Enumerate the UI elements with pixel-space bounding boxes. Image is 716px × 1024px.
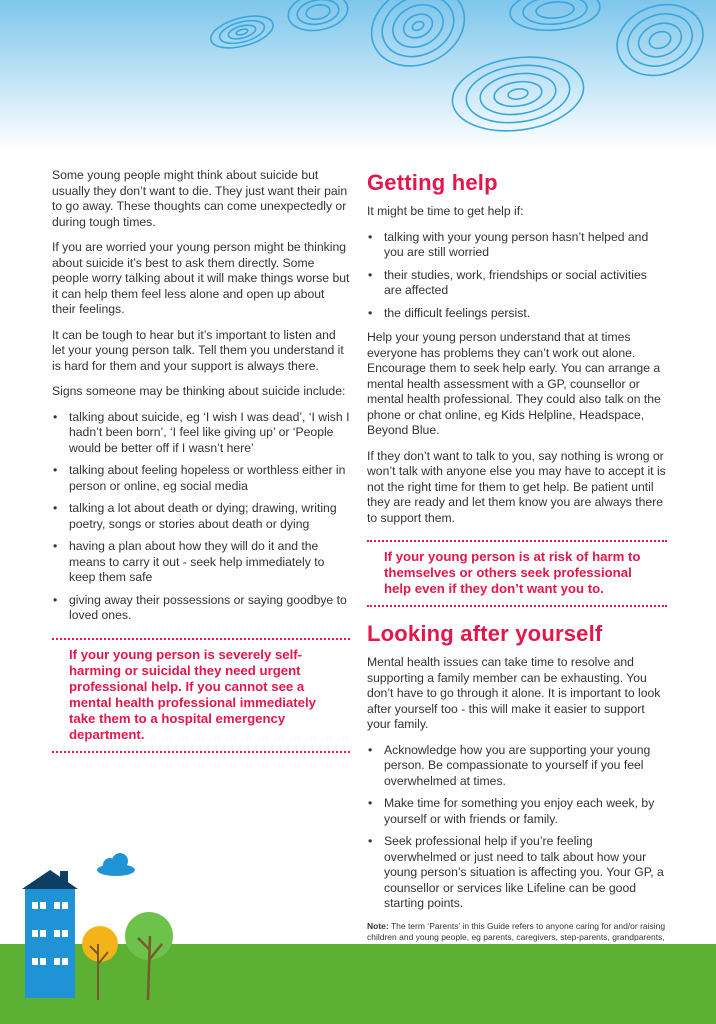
swirl-decoration (0, 0, 716, 150)
self-care-intro: Mental health issues can take time to resolve and supporting a family member can be exhausting. You don’t have to go through it alone. It is important to look after yourself too - this will make it easier to support your family. (367, 655, 661, 731)
list-item: • having a plan about how they will do it and the means to carry it out - seek help immediately to keep them safe (69, 539, 350, 586)
note-label: Note: (367, 920, 389, 931)
signs-lead-in: Signs someone may be thinking about suicide include: (52, 384, 346, 398)
note-text: The term ‘Parents’ in this Guide refers to anyone caring for and/or raising children and young people, eg parents, caregivers, step-parents, grandparents, (367, 920, 666, 942)
getting-help-paragraph: If they don’t want to talk to you, say nothing is wrong or won’t talk with anyone else you may have to accept it is not the right time for them to get help. Be patient until they are ready and let them know you are always there to support them. (367, 448, 666, 525)
list-item: • talking about suicide, eg ‘I wish I was dead’, ‘I wish I hadn’t been born’, ‘I feel like giving up’ or ‘People would be better off if I wasn’t here’ (69, 410, 350, 457)
getting-help-intro: It might be time to get help if: (367, 204, 524, 218)
getting-help-paragraph: Help your young person understand that at times everyone has problems they can’t work out alone. Encourage them to seek help early. You can arrange a mental health assessment with a GP, counsellor or mental health professional. They could also talk on the phone or chat online, eg Kids Helpline, Headspace, Beyond Blue. (367, 330, 661, 437)
self-care-heading: Looking after yourself (367, 621, 603, 646)
building-icon (22, 870, 78, 998)
risk-callout: If your young person is at risk of harm to themselves or others seek professional help even if they don’t want you to. (367, 540, 667, 607)
illustration (0, 840, 260, 1024)
intro-paragraph: If you are worried your young person might be thinking about suicide it’s best to ask them directly. Some people worry talking about it will make things worse but it can help them feel less alone and open up about their feelings. (52, 240, 350, 316)
list-item: • talking with your young person hasn’t helped and you are still worried (384, 230, 667, 261)
getting-help-heading: Getting help (367, 170, 498, 195)
tree-icon (125, 912, 173, 1000)
list-item: • Seek professional help if you’re feeling overwhelmed or just need to talk about how your young person’s situation is affecting you. Your GP, a counsellor or services like Lifeline can be good starting points. (384, 834, 667, 912)
list-item: • the difficult feelings persist. (384, 306, 667, 322)
self-care-list (367, 743, 667, 912)
list-item: • their studies, work, friendships or social activities are affected (384, 268, 667, 299)
list-item: • talking about feeling hopeless or worthless either in person or online, eg social media (69, 463, 350, 494)
cloud-icon (97, 853, 135, 876)
list-item: • Acknowledge how you are supporting your young person. Be compassionate to yourself if you feel overwhelmed at times. (384, 743, 667, 790)
getting-help-list (367, 230, 667, 322)
urgent-help-callout: If your young person is severely self-harming or suicidal they need urgent professional help. If you cannot see a mental health professional immediately take them to a hospital emergency department. (52, 638, 350, 753)
list-item: • giving away their possessions or saying goodbye to loved ones. (69, 593, 350, 624)
left-column (52, 168, 350, 767)
warning-signs-list (52, 410, 350, 624)
right-column (367, 168, 667, 955)
intro-paragraph: Some young people might think about suicide but usually they don’t want to die. They just want their pain to go away. These thoughts can come unexpectedly or during tough times. (52, 168, 348, 229)
intro-paragraph: It can be tough to hear but it’s important to listen and let your young person talk. Tell them you understand it is hard for them and your support is always there. (52, 327, 344, 373)
tree-icon (82, 926, 118, 1000)
list-item: • talking a lot about death or dying; drawing, writing poetry, songs or stories about death or dying (69, 501, 350, 532)
list-item: • Make time for something you enjoy each week, by yourself or with friends or family. (384, 796, 667, 827)
